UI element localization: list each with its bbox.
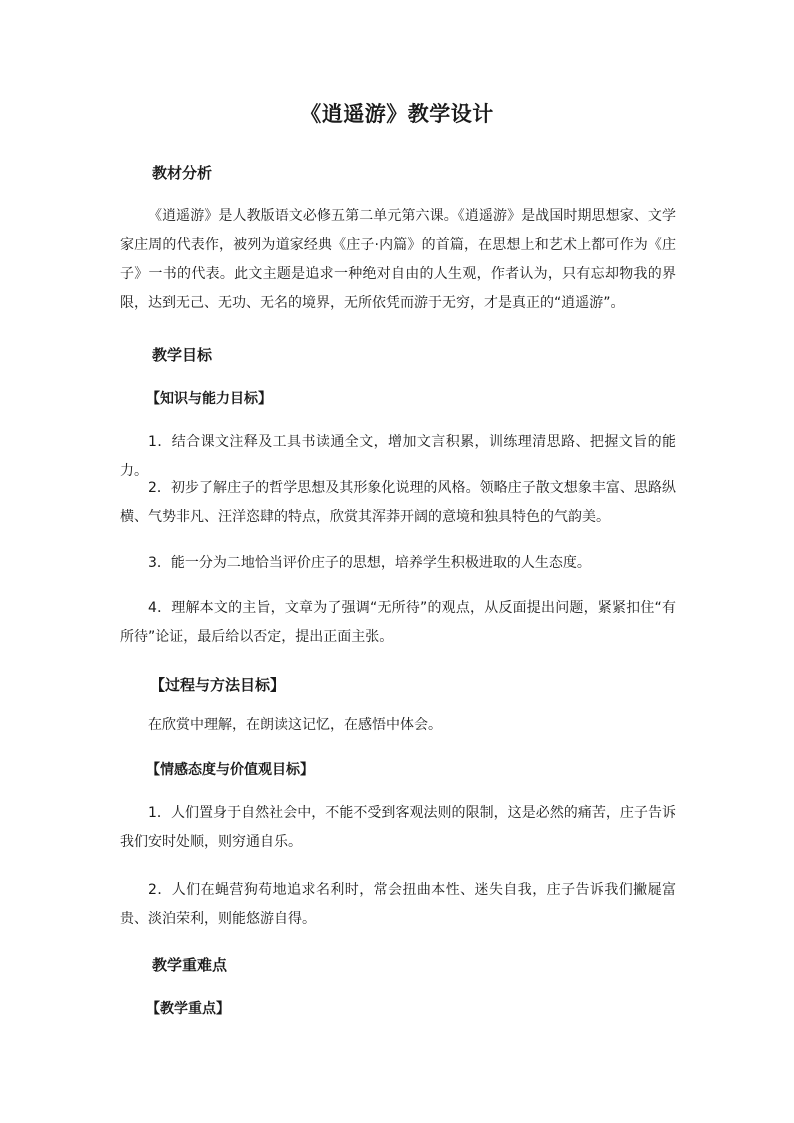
heading-teaching-focus: 【教学重点】	[146, 1001, 230, 1017]
goal-item-knowledge-4: 4．理解本文的主旨，文章为了强调“无所待”的观点，从反面提出问题，紧紧扣住“有所待”论证，最后给以否定，提出正面主张。	[120, 600, 676, 645]
heading-knowledge-ability: 【知识与能力目标】	[146, 391, 272, 407]
goal-item-emotion-2: 2．人们在蝇营狗苟地追求名利时，常会扭曲本性、迷失自我，庄子告诉我们撇屣富贵、淡泊荣利，则能悠游自得。	[120, 882, 676, 927]
goal-item-knowledge-3: 3．能一分为二地恰当评价庄子的思想，培养学生积极进取的人生态度。	[148, 555, 591, 571]
goal-item-knowledge-1: 1．结合课文注释及工具书读通全文，增加文言积累，训练理清思路、把握文旨的能力。	[120, 434, 676, 479]
heading-material-analysis: 教材分析	[152, 164, 213, 182]
paragraph-material-analysis: 《逍遥游》是人教版语文必修五第二单元第六课。《逍遥游》是战国时期思想家、文学家庄周的代表作，被列为道家经典《庄子·内篇》的首篇，在思想上和艺术上都可作为《庄子》一书的代表。此文主题是追求一种绝对自由的人生观，作者认为，只有忘却物我的界限，达到无己、无功、无名的境界，无所依凭而游于无穷，才是真正的“逍遥游”。	[120, 208, 676, 311]
document-title: 《逍遥游》教学设计	[300, 102, 494, 126]
heading-key-difficult-points: 教学重难点	[152, 956, 228, 974]
goal-item-emotion-1: 1．人们置身于自然社会中，不能不受到客观法则的限制，这是必然的痛苦，庄子告诉我们安时处顺，则穷通自乐。	[120, 805, 676, 850]
paragraph-process-method: 在欣赏中理解，在朗读这记忆，在感悟中体会。	[148, 717, 442, 733]
heading-teaching-goals: 教学目标	[152, 346, 213, 364]
heading-emotion-values: 【情感态度与价值观目标】	[146, 762, 314, 778]
goal-item-knowledge-2: 2．初步了解庄子的哲学思想及其形象化说理的风格。领略庄子散文想象丰富、思路纵横、气势非凡、汪洋恣肆的特点，欣赏其浑莽开阔的意境和独具特色的气韵美。	[120, 480, 676, 525]
heading-process-method: 【过程与方法目标】	[150, 676, 286, 694]
